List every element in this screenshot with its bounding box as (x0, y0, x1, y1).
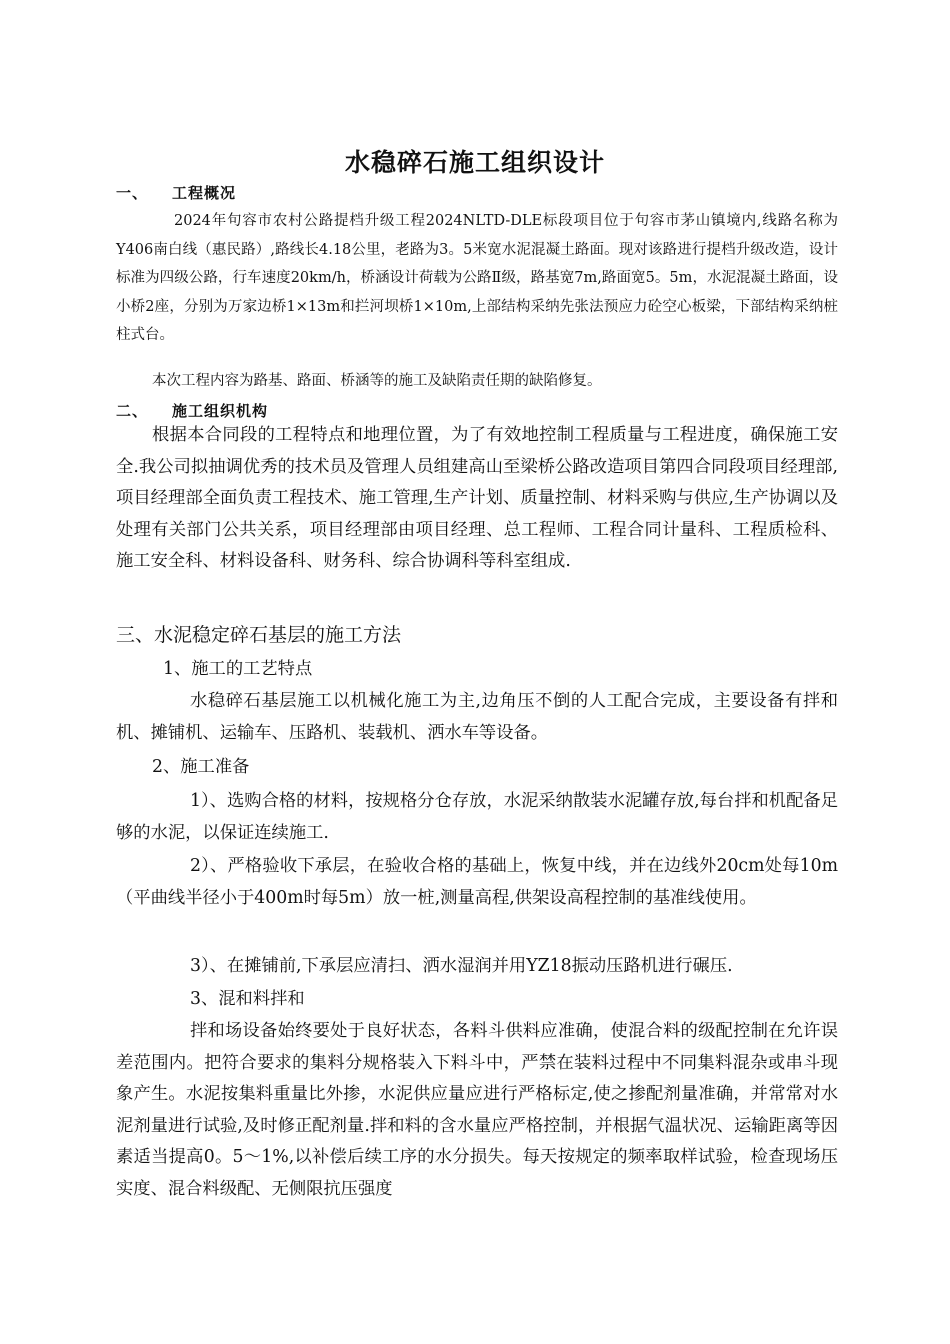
subsection-heading-process-features: 1、施工的工艺特点 (163, 659, 313, 679)
section-heading-construction-method: 三、水泥稳定碎石基层的施工方法 (116, 624, 402, 646)
document-title: 水稳碎石施工组织设计 (344, 148, 605, 177)
paragraph-organization: 根据本合同段的工程特点和地理位置，为了有效地控制工程质量与工程进度，确保施工安全.我公司拟抽调优秀的技术员及管理人员组建高山至梁桥公路改造项目第四合同段项目经理部,项目经理部全面负责工程技术、施工管理,生产计划、质量控制、材料采购与供应,生产协调以及处理有关部门公共关系，项目经理部由项目经理、总工程师、工程合同计量科、工程质检科、施工安全科、材料设备科、财务科、综合协调科等科室组成. (116, 425, 838, 571)
section-title: 施工组织机构 (172, 402, 269, 420)
subsection-heading-preparation: 2、施工准备 (152, 757, 250, 777)
paragraph-project-scope: 本次工程内容为路基、路面、桥涵等的施工及缺陷责任期的缺陷修复。 (152, 373, 602, 389)
paragraph-preparation-item-1: 1）、选购合格的材料，按规格分仓存放，水泥采纳散装水泥罐存放,每台拌和机配备足够的水泥，以保证连续施工. (116, 791, 838, 843)
section-number: 二、 (116, 402, 149, 420)
section-number: 一、 (116, 184, 149, 202)
paragraph-project-overview: 2024年句容市农村公路提档升级工程2024NLTD-DLE标段项目位于句容市茅山镇境内,线路名称为Y406南白线（惠民路）,路线长4.18公里，老路为3。5米宽水泥混凝土路面。现对该路进行提档升级改造，设计标准为四级公路，行车速度20km/h，桥涵设计荷载为公路Ⅱ级，路基宽7m,路面宽5。5m，水泥混凝土路面，设小桥2座，分别为万家边桥1×13m和拦河坝桥1×10m,上部结构采纳先张法预应力砼空心板梁，下部结构采纳桩柱式台。 (116, 213, 838, 343)
subsection-heading-mixing: 3、混和料拌和 (190, 989, 305, 1009)
paragraph-mixing: 拌和场设备始终要处于良好状态，各料斗供料应准确，使混合料的级配控制在允许误差范围内。把符合要求的集料分规格装入下料斗中，严禁在装料过程中不同集料混杂或串斗现象产生。水泥按集料重量比外掺，水泥供应量应进行严格标定,使之掺配剂量准确，并常常对水泥剂量进行试验,及时修正配剂量.拌和料的含水量应严格控制，并根据气温状况、运输距离等因素适当提高0。5～1%,以补偿后续工序的水分损失。每天按规定的频率取样试验，检查现场压实度、混合料级配、无侧限抗压强度 (116, 1021, 838, 1199)
section-heading-overview (116, 182, 236, 203)
section-title: 工程概况 (172, 184, 237, 202)
paragraph-process-features: 水稳碎石基层施工以机械化施工为主,边角压不倒的人工配合完成，主要设备有拌和机、摊铺机、运输车、压路机、装载机、洒水车等设备。 (116, 691, 838, 743)
section-heading-organization (116, 400, 268, 421)
paragraph-preparation-item-3: 3）、在摊铺前,下承层应清扫、洒水湿润并用YZ18振动压路机进行碾压. (190, 956, 733, 976)
paragraph-preparation-item-2: 2）、严格验收下承层，在验收合格的基础上，恢复中线，并在边线外20cm处每10m（平曲线半径小于400m时每5m）放一桩,测量高程,供架设高程控制的基准线使用。 (116, 856, 838, 908)
